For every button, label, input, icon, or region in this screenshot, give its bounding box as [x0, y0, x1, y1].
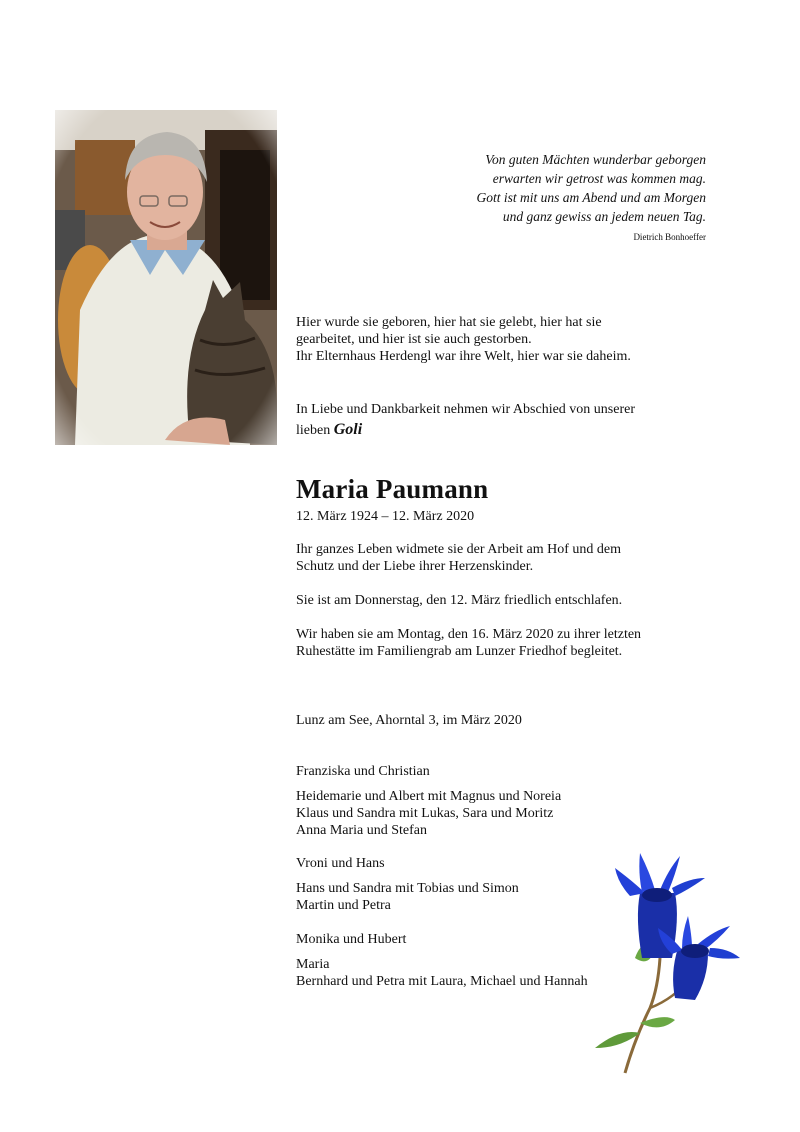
body-line: Wir haben sie am Montag, den 16. März 2020 zu ihrer letzten: [296, 627, 642, 642]
nickname: Goli: [333, 421, 363, 438]
family-member: Heidemarie und Albert mit Magnus und Noreia: [296, 789, 562, 804]
body-paragraph-2: Sie ist am Donnerstag, den 12. März friedlich entschlafen.: [296, 593, 623, 608]
family-member: Martin und Petra: [296, 898, 391, 913]
body-paragraph-1: [296, 541, 621, 575]
quote-line: Von guten Mächten wunderbar geborgen: [485, 152, 706, 167]
farewell-line: In Liebe und Dankbarkeit nehmen wir Abschied von unserer: [296, 402, 636, 417]
intro-line: gearbeitet, und hier ist sie auch gestorben.: [296, 332, 532, 347]
family-members: [296, 880, 519, 914]
family-head: Franziska und Christian: [296, 764, 430, 779]
intro-line: Hier wurde sie geboren, hier hat sie gelebt, hier hat sie: [296, 315, 602, 330]
intro-line: Ihr Elternhaus Herdengl war ihre Welt, hier war sie daheim.: [296, 349, 631, 364]
family-members: [296, 956, 588, 990]
farewell-paragraph: [296, 400, 635, 441]
life-dates: 12. März 1924 – 12. März 2020: [296, 509, 475, 524]
family-member: Maria: [296, 957, 330, 972]
body-line: Schutz und der Liebe ihrer Herzenskinder.: [296, 559, 534, 574]
portrait-photo: [55, 110, 277, 445]
portrait-photo-icon: [55, 110, 277, 445]
place-date: Lunz am See, Ahorntal 3, im März 2020: [296, 713, 522, 728]
quote-line: erwarten wir getrost was kommen mag.: [492, 171, 706, 186]
family-head: Monika und Hubert: [296, 932, 407, 947]
intro-paragraph: [296, 314, 631, 365]
quote-line: und ganz gewiss an jedem neuen Tag.: [502, 209, 706, 224]
farewell-line-2: [296, 420, 635, 441]
family-head: Vroni und Hans: [296, 856, 385, 871]
family-members: [296, 788, 561, 839]
bonhoeffer-quote: [386, 150, 706, 226]
body-line: Ruhestätte im Familiengrab am Lunzer Friedhof begleitet.: [296, 644, 623, 659]
farewell-prefix: lieben: [296, 423, 334, 438]
family-member: Anna Maria und Stefan: [296, 823, 428, 838]
body-paragraph-3: [296, 626, 641, 660]
body-line: Ihr ganzes Leben widmete sie der Arbeit am Hof und dem: [296, 542, 622, 557]
quote-author: Dietrich Bonhoeffer: [633, 232, 706, 242]
family-member: Klaus und Sandra mit Lukas, Sara und Moritz: [296, 806, 554, 821]
quote-line: Gott ist mit uns am Abend und am Morgen: [476, 190, 706, 205]
family-member: Hans und Sandra mit Tobias und Simon: [296, 881, 519, 896]
gentian-flower-icon: [580, 848, 750, 1078]
family-member: Bernhard und Petra mit Laura, Michael und Hannah: [296, 974, 588, 989]
deceased-name: Maria Paumann: [296, 474, 489, 504]
